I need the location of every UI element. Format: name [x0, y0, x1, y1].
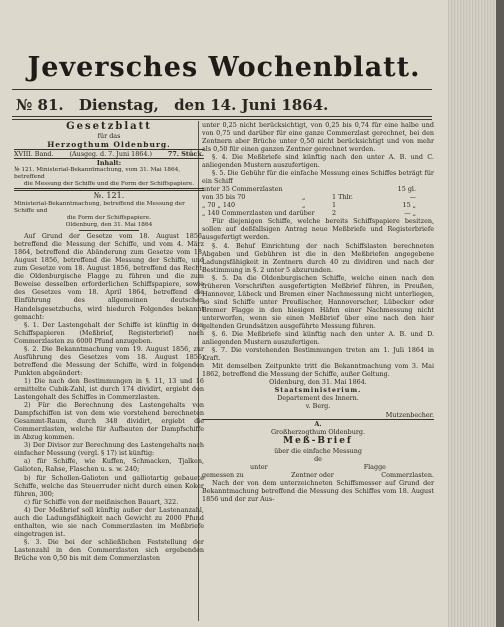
paragraph: 4) Der Meßbrief soll künftig außer der Lastenanzahl, auch die Ladungsfähigkeit nach Gewicht zu 2000 Pfund enthalten, wie sie nach Commerzlasten im Meßbriefe eingetragen ist. — [14, 505, 204, 538]
fee-cell: — „ — [404, 209, 416, 218]
ministry: Staatsministerium. — [274, 386, 362, 395]
inhalt-line: № 121. Ministerial-Bekanntmachung, vom 31. Mai 1864, betreffend — [14, 167, 181, 181]
paragraph: §. 6. Die Meßbriefe sind künftig nach den unter A. B. und D. anliegenden Mustern auszufertigen. — [202, 330, 434, 347]
divider — [79, 230, 139, 231]
signature-berg: v. Berg. — [305, 402, 331, 411]
paragraph: c) für Schiffe von der meißnischen Bauart, 322. — [24, 497, 179, 506]
signature-mutzenbecher: Mutzenbecher. — [385, 410, 434, 419]
gemessen-label: gemessen zu — [202, 470, 244, 479]
fee-cell: „ — [302, 201, 306, 210]
right-column — [202, 121, 434, 503]
inhalt-line: die Messung der Schiffe und die Form der Schiffspapiere. — [23, 181, 195, 188]
paragraph: §. 2. Die Bekanntmachung vom 19. August 1856, zur Ausführung des Gesetzes vom 18. August 1856, betreffend die Messung der Schiffe, wird in folgenden Punkten abgeändert: — [14, 344, 204, 377]
issue-date: den 14. Juni 1864. — [174, 96, 329, 114]
messbrief-sub: über die einfache Messung — [274, 446, 362, 455]
paragraph: b) für Schollen-Galioten und galliotartig gebauete Schiffe, welche das Steuerruder nicht durch einen Koker führen, 300; — [14, 473, 204, 498]
unter-label: unter — [250, 462, 268, 471]
fee-cell — [332, 185, 372, 193]
left-column — [14, 121, 204, 562]
paragraph: 1) Die nach den Bestimmungen in §. 11, 13 und 16 ermittelte Cubik-Zahl, ist durch 174 dividirt, ergiebt den Lastengehalt des Schiffes in Commerzlasten. — [14, 376, 204, 402]
decree-title: Ministerial-Bekanntmachung, betreffend die Messung der Schiffe und — [14, 201, 185, 215]
fee-cell — [302, 185, 332, 193]
department: Departement des Innern. — [277, 394, 359, 403]
place-date: Oldenburg, den 31. Mai 1864. — [269, 378, 367, 387]
messbrief-des: de — [314, 454, 322, 463]
fee-cell: „ — [302, 193, 306, 202]
section-number: №. 121. — [93, 191, 125, 201]
flagge-label: Flagge — [363, 462, 386, 471]
paragraph: unter 0,25 nicht berücksichtigt, von 0,25 bis 0,74 für eine halbe und von 0,75 und darüber für eine ganze Commerzlast gerechnet, bei den Zentnern aber Brüche unter 0,50 nicht berücksichtigt und von mehr als 0,50 für einen ganzen Zentner gerechnet werden. — [202, 121, 434, 154]
ausgabe: (Ausgeg. d. 7. Juni 1864.) — [69, 150, 152, 158]
paragraph: §. 4. Behuf Einrichtung der nach Schiffslasten berechneten Abgaben und Gebühren ist die in den Meßbriefen angegebene Ladungsfähigkeit in Zentnern durch 40 zu dividiren und nach der Bestimmung in §. 2 unter 5 abzurunden. — [202, 241, 434, 274]
issue-number: № 81. — [16, 96, 64, 114]
gazette-land: Herzogthum Oldenburg. — [47, 140, 171, 149]
messbrief-heading: Meß-Brief — [283, 435, 353, 446]
fee-table — [202, 185, 434, 217]
muster-label: A. — [314, 419, 322, 428]
paragraph: §. 4. Die Meßbriefe sind künftig nach den unter A. B. und C. anliegenden Mustern auszufertigen. — [202, 153, 434, 170]
zentner-label: Zentner oder — [291, 470, 334, 479]
measure-line — [202, 471, 434, 479]
paragraph: §. 5. Die Gebühr für die einfache Messung eines Schiffes beträgt für ein Schiff — [202, 169, 434, 186]
fee-cell: — — [409, 193, 416, 202]
inhalt-heading: Inhalt: — [96, 159, 122, 168]
paragraph: Auf Grund der Gesetze vom 18. August 1856, betreffend die Messung der Schiffe, und vom 4. März 1864, betreffend die Abänderung zum Gesetze vom 18. August 1856, betreffend die Messung der Schiffe, und zum Gesetze vom 18. August 1856, betreffend das Recht, die Oldenburgische Flagge zu führen und die zum Beweise desselben erforderlichen Schiffspapiere, sowie des Gesetzes vom 18. April 1864, betreffend die Einführung des allgemeinen deutschen Handelsgesetzbuchs, wird hiedurch Folgendes bekannt gemacht: — [14, 232, 204, 321]
paragraph: 3) Der Divisor zur Berechnung des Lastengehalts nach einfacher Messung (vergl. § 17) ist künftig: — [14, 441, 204, 458]
fee-cell: 1 Thlr. — [332, 193, 353, 202]
band: XVIII. Band. — [14, 150, 54, 158]
masthead-title: Jeversches Wochenblatt. — [27, 52, 421, 83]
paragraph: a) für Schiffe, wie Kuffen, Schmacken, Tjalken, Galioten, Rahse, Flaschen u. s. w. 240; — [14, 457, 204, 474]
fee-cell: 15 gl. — [397, 185, 416, 194]
issue-rule-top — [12, 116, 432, 117]
book-page-edges — [448, 0, 504, 627]
fee-cell: 15 „ — [402, 201, 416, 210]
paragraph: Für diejenigen Schiffe, welche bereits Schiffspapiere besitzen, sollen auf deßfallsigen Antrag neue Meßbriefe und Registerbriefe ausgefertigt werden. — [202, 217, 434, 242]
fee-cell: von 35 bis 70 — [202, 193, 246, 202]
paragraph: Mit demselben Zeitpunkte tritt die Bekanntmachung vom 3. Mai 1862, betreffend die Messung der Schiffe, außer Geltung. — [202, 362, 434, 379]
issue-day: Dienstag, — [78, 96, 159, 114]
fee-cell: unter 35 Commerzlasten — [202, 185, 283, 194]
gazette-fuer: für das — [97, 132, 121, 140]
paragraph: Nach der von dem unterzeichneten Schiffsmesser auf Grund der Bekanntmachung betreffend die Messung des Schiffes vom 18. August 1856 und der zur Aus- — [202, 478, 434, 503]
paragraph: §. 7. Die vorstehenden Bestimmungen treten am 1. Juli 1864 in Kraft. — [202, 346, 434, 363]
paragraph: §. 3. Die bei der schließlichen Feststellung der Lastenzahl in den Commerzlasten sich ergebenden Brüche von 0,50 bis mit dem Commerzlasten — [14, 537, 204, 562]
issue-line — [16, 96, 432, 114]
paragraph: 2) Für die Berechnung des Lastengehalts von Dampfschiffen ist von dem wie vorstehend berechneten Gesammt-Raum, durch 348 dividirt, ergiebt die Commerzlasten, welche für Aufbauten der Dampfschiffe in Abzug kommen. — [14, 401, 204, 442]
gazette-title: Gesetzblatt — [66, 121, 152, 132]
decree-date: Oldenburg, den 31. Mai 1864 — [65, 222, 153, 229]
flag-line — [202, 463, 434, 471]
fee-cell: „ 140 Commerzlasten und darüber — [202, 209, 315, 218]
issue-rule-bottom — [12, 119, 432, 120]
fee-cell: 2 — [332, 209, 337, 218]
paragraph: §. 1. Der Lastengehalt der Schiffe ist künftig in den Schiffspapieren (Meßbrief, Registerbrief) nach Commerzlasten zu 6000 Pfund anzugeben. — [14, 320, 204, 345]
decree-title: die Form der Schiffspapiere. — [66, 215, 151, 222]
band-line — [14, 150, 204, 158]
grossherzogthum: Großherzogthum Oldenburg. — [270, 427, 366, 436]
masthead-rule — [12, 89, 432, 90]
stueck: 77. Stück. — [167, 150, 204, 158]
fee-cell: „ 70 „ 140 — [202, 201, 236, 210]
paragraph: §. 5. Da die Oldenburgischen Schiffe, welche einen nach den früheren Vorschriften ausgefertigten Meßbrief führen, in Preußen, Hannover, Lübeck und Bremen einer Nachmessung nicht unterliegen, so sind Schiffe unter Preußischer, Hannoverscher, Lübecker oder Bremer Flagge in den hiesigen Häfen einer Nachmessung nicht unterworfen, wenn sie einen Meßbrief über eine nach den hier geltenden Grundsätzen ausgeführte Messung führen. — [202, 273, 434, 330]
commerz-label: Commerzlasten. — [381, 470, 434, 479]
fee-cell: 1 — [332, 201, 337, 210]
